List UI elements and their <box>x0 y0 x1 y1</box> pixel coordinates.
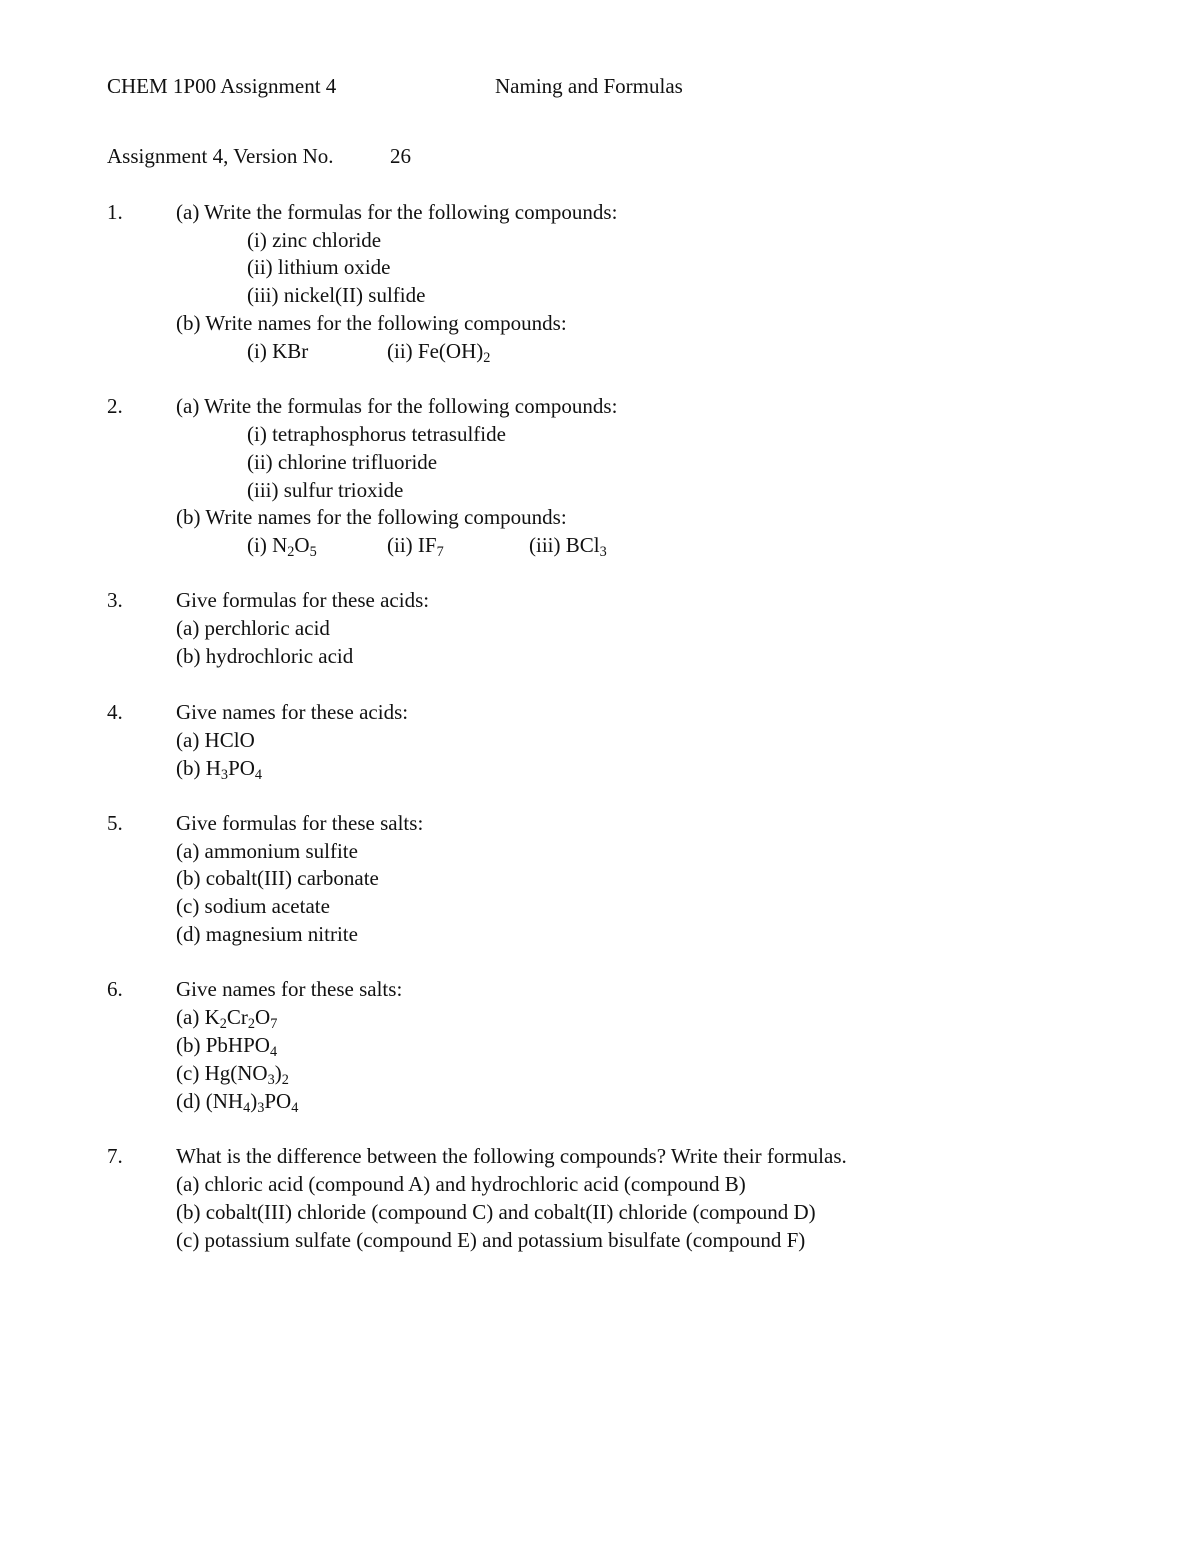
q3-item: (a) perchloric acid <box>176 616 330 640</box>
q5-item: (c) sodium acetate <box>176 894 330 918</box>
q1-b-i: (i) KBr <box>247 339 309 363</box>
version-number: 26 <box>390 144 411 168</box>
formula: $IF_7$ <box>417 533 444 560</box>
header-topic: Naming and Formulas <box>495 74 683 98</box>
q6-d: (d) $(NH_4)_3PO_4$ <box>176 1089 299 1116</box>
q6-b: (b) PbHPO$_4$ <box>176 1033 278 1060</box>
q7-item: (c) potassium sulfate (compound E) and potassium bisulfate (compound F) <box>176 1228 806 1252</box>
q6-prompt: Give names for these salts: <box>176 977 403 1001</box>
q5-item: (b) cobalt(III) carbonate <box>176 866 379 890</box>
q2-a-item: (ii) chlorine trifluoride <box>247 450 438 474</box>
q2-number: 2. <box>107 394 123 418</box>
q2-b-iii: (iii) BCl$_3$ <box>529 533 607 560</box>
version-label: Assignment 4, Version No. <box>107 144 334 168</box>
q1-a-item: (iii) nickel(II) sulfide <box>247 283 426 307</box>
q3-number: 3. <box>107 588 123 612</box>
q7-number: 7. <box>107 1144 123 1168</box>
formula: $Fe(OH)_2$ <box>417 339 491 366</box>
q2-b-i: (i) $N_2O_5$ <box>247 533 317 560</box>
q3-item: (b) hydrochloric acid <box>176 644 354 668</box>
q2-a-prompt: (a) Write the formulas for the following compounds: <box>176 394 618 418</box>
q2-a-item: (i) tetraphosphorus tetrasulfide <box>247 422 506 446</box>
q7-prompt: What is the difference between the following compounds? Write their formulas. <box>176 1144 847 1168</box>
q1-a-item: (ii) lithium oxide <box>247 255 391 279</box>
q4-b: (b) $H_3PO_4$ <box>176 756 263 783</box>
formula: $Hg(NO_3)_2$ <box>204 1061 289 1088</box>
formula: $H_3PO_4$ <box>205 756 263 783</box>
q5-number: 5. <box>107 811 123 835</box>
q3-prompt: Give formulas for these acids: <box>176 588 430 612</box>
q1-b-ii: (ii) $Fe(OH)_2$ <box>387 339 491 366</box>
q7-item: (a) chloric acid (compound A) and hydrochloric acid (compound B) <box>176 1172 746 1196</box>
q1-a-prompt: (a) Write the formulas for the following compounds: <box>176 200 618 224</box>
q6-c: (c) $Hg(NO_3)_2$ <box>176 1061 289 1088</box>
q2-b-ii: (ii) $IF_7$ <box>387 533 444 560</box>
formula: $(NH_4)_3PO_4$ <box>205 1089 299 1116</box>
q4-a: (a) HClO <box>176 728 255 752</box>
header-course: CHEM 1P00 Assignment 4 <box>107 74 337 98</box>
q2-b-prompt: (b) Write names for the following compounds: <box>176 505 567 529</box>
q2-a-item: (iii) sulfur trioxide <box>247 478 404 502</box>
formula: $K_2Cr_2O_7$ <box>204 1005 278 1032</box>
formula: BCl$_3$ <box>565 533 607 560</box>
q4-number: 4. <box>107 700 123 724</box>
formula: PbHPO$_4$ <box>205 1033 278 1060</box>
formula: $N_2O_5$ <box>272 533 317 560</box>
q1-number: 1. <box>107 200 123 224</box>
q6-a: (a) $K_2Cr_2O_7$ <box>176 1005 278 1032</box>
q1-b-prompt: (b) Write names for the following compounds: <box>176 311 567 335</box>
q5-prompt: Give formulas for these salts: <box>176 811 424 835</box>
q1-a-item: (i) zinc chloride <box>247 228 382 252</box>
q5-item: (d) magnesium nitrite <box>176 922 358 946</box>
q7-item: (b) cobalt(III) chloride (compound C) and cobalt(II) chloride (compound D) <box>176 1200 816 1224</box>
q6-number: 6. <box>107 977 123 1001</box>
q4-prompt: Give names for these acids: <box>176 700 409 724</box>
q5-item: (a) ammonium sulfite <box>176 839 358 863</box>
